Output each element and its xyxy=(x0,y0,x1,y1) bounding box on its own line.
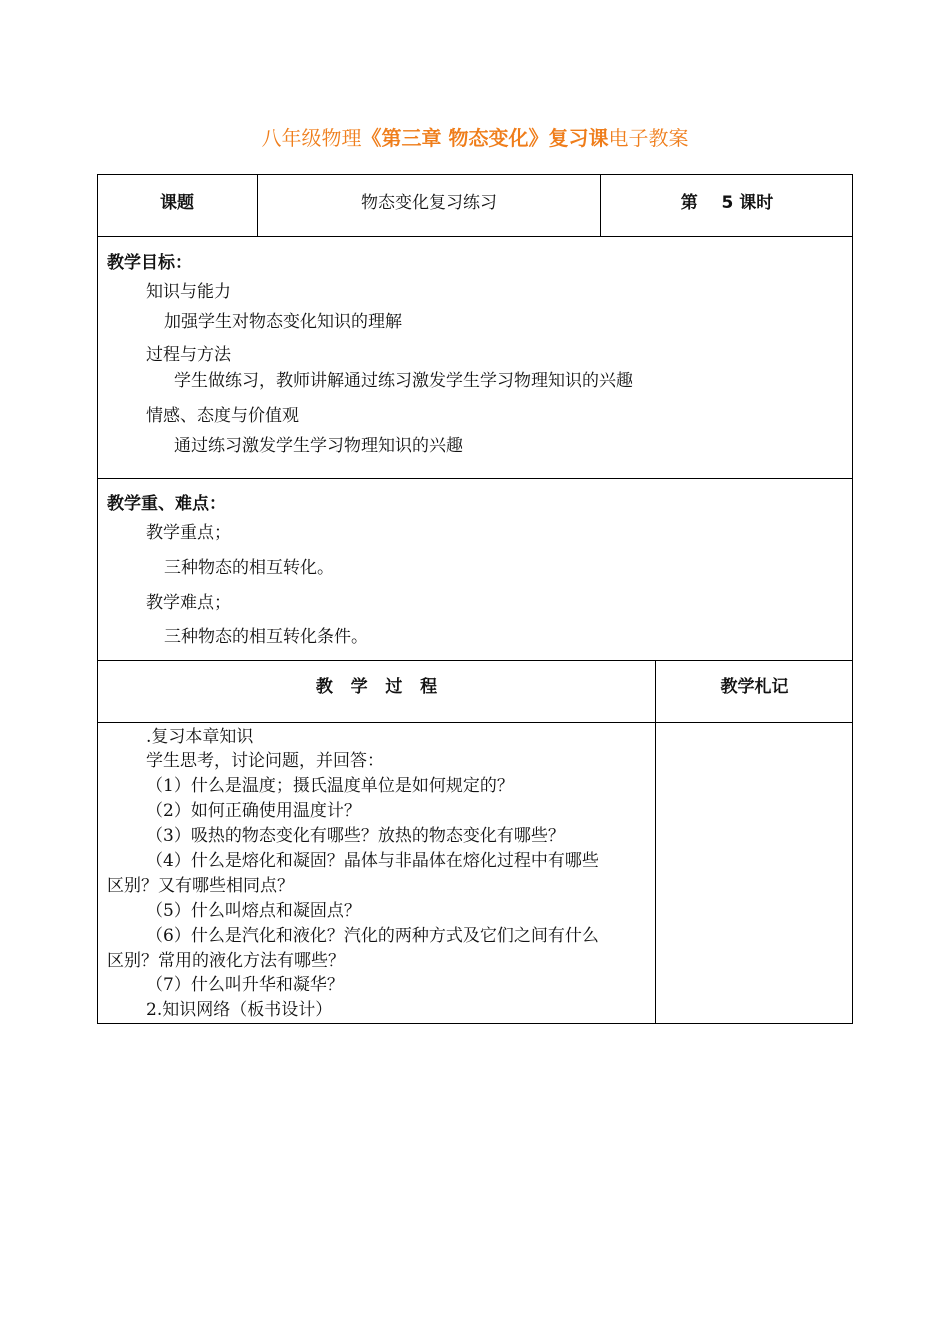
topic-label: 课题 xyxy=(160,193,194,213)
notes-column-header: 教学札记 xyxy=(720,677,789,697)
process-line: （1）什么是温度；摄氏温度单位是如何规定的？ xyxy=(146,776,514,796)
knowledge-text: 加强学生对物态变化知识的理解 xyxy=(164,312,402,332)
process-label: 过程与方法 xyxy=(146,345,231,365)
objectives-heading: 教学目标： xyxy=(107,253,192,273)
process-line: 区别？又有哪些相同点？ xyxy=(107,876,294,896)
page-title: 八年级物理《第三章 物态变化》复习课电子教案 xyxy=(261,126,689,150)
focus-text: 三种物态的相互转化。 xyxy=(164,558,334,578)
divider xyxy=(97,722,853,723)
process-line: （3）吸热的物态变化有哪些？放热的物态变化有哪些？ xyxy=(146,826,565,846)
difficulty-text: 三种物态的相互转化条件。 xyxy=(164,627,368,647)
lesson-number: 第 5 课时 xyxy=(680,193,774,213)
process-line: （6）什么是汽化和液化？汽化的两种方式及它们之间有什么 xyxy=(146,926,599,946)
divider xyxy=(97,660,853,661)
difficulty-label: 教学难点； xyxy=(146,593,231,613)
emotion-label: 情感、态度与价值观 xyxy=(146,406,299,426)
process-line: （7）什么叫升华和凝华？ xyxy=(146,975,344,995)
focus-label: 教学重点； xyxy=(146,523,231,543)
key-points-heading: 教学重、难点： xyxy=(107,494,226,514)
process-line: .复习本章知识 xyxy=(146,727,254,747)
process-text: 学生做练习，教师讲解通过练习激发学生学习物理知识的兴趣 xyxy=(174,371,633,391)
emotion-text: 通过练习激发学生学习物理知识的兴趣 xyxy=(174,436,463,456)
process-line: 2.知识网络（板书设计） xyxy=(146,1000,333,1020)
process-line: 学生思考，讨论问题，并回答： xyxy=(146,751,384,771)
process-line: （5）什么叫熔点和凝固点？ xyxy=(146,901,361,921)
process-column-header: 教 学 过 程 xyxy=(315,677,438,697)
knowledge-label: 知识与能力 xyxy=(146,282,231,302)
topic-value: 物态变化复习练习 xyxy=(361,193,497,213)
divider xyxy=(97,478,853,479)
process-line: （2）如何正确使用温度计？ xyxy=(146,801,361,821)
process-line: 区别？常用的液化方法有哪些？ xyxy=(107,951,345,971)
divider xyxy=(97,236,853,237)
divider xyxy=(655,660,656,1024)
process-line: （4）什么是熔化和凝固？晶体与非晶体在熔化过程中有哪些 xyxy=(146,851,599,871)
